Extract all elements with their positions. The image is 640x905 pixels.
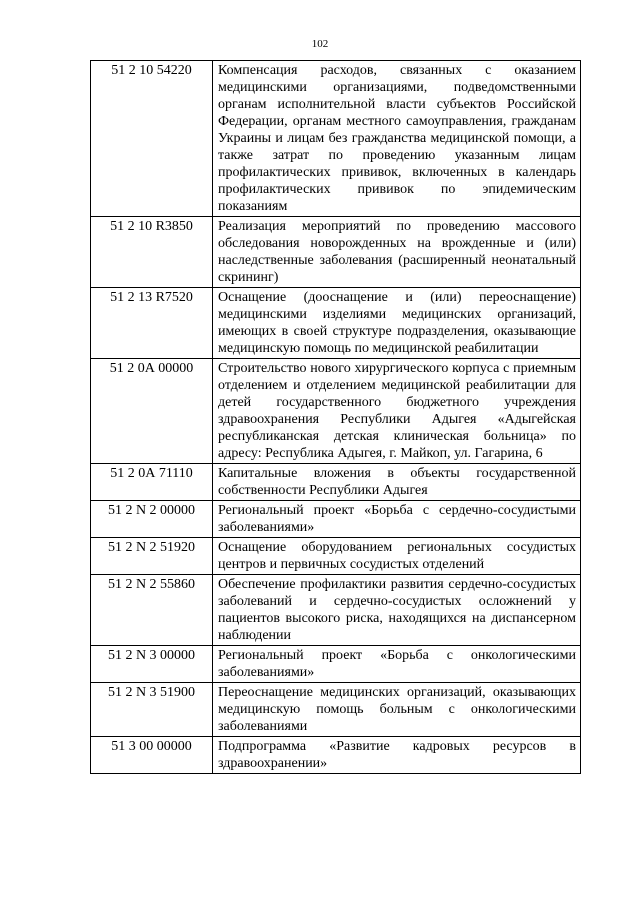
table-row (91, 646, 581, 683)
row-description: Региональный проект «Борьба с онкологическими заболеваниями» (213, 646, 581, 683)
row-description: Региональный проект «Борьба с сердечно-сосудистыми заболеваниями» (213, 501, 581, 538)
table-row (91, 737, 581, 774)
row-description: Оснащение (дооснащение и (или) переоснащение) медицинскими изделиями медицинских организаций, имеющих в своей структуре подразделения, оказывающие медицинскую помощь по медицинской реабилитации (213, 288, 581, 359)
table-row (91, 464, 581, 501)
row-code: 51 2 0А 00000 (91, 359, 213, 464)
row-code: 51 3 00 00000 (91, 737, 213, 774)
row-description: Подпрограмма «Развитие кадровых ресурсов в здравоохранении» (213, 737, 581, 774)
row-code: 51 2 N 2 00000 (91, 501, 213, 538)
table-row (91, 217, 581, 288)
row-code: 51 2 10 R3850 (91, 217, 213, 288)
table-row (91, 359, 581, 464)
row-code: 51 2 N 2 51920 (91, 538, 213, 575)
row-code: 51 2 0А 71110 (91, 464, 213, 501)
row-code: 51 2 N 3 00000 (91, 646, 213, 683)
row-description: Реализация мероприятий по проведению массового обследования новорожденных на врожденные и (или) наследственные заболевания (расширенный неонатальный скрининг) (213, 217, 581, 288)
budget-classification-table (90, 60, 581, 774)
table-row (91, 288, 581, 359)
table-row (91, 501, 581, 538)
table-row (91, 575, 581, 646)
table-row (91, 61, 581, 217)
row-description: Компенсация расходов, связанных с оказанием медицинскими организациями, подведомственными органам исполнительной власти субъектов Российской Федерации, органам местного самоуправления, гражданам Украины и лицам без гражданства медицинской помощи, а также затрат по проведению указанным лицам профилактических прививок, включенных в календарь профилактических прививок по эпидемическим показаниям (213, 61, 581, 217)
row-code: 51 2 N 2 55860 (91, 575, 213, 646)
row-description: Строительство нового хирургического корпуса с приемным отделением и отделением медицинской реабилитации для детей государственного бюджетного учреждения здравоохранения Республики Адыгея «Адыгейская республиканская детская клиническая больница» по адресу: Республика Адыгея, г. Майкоп, ул. Гагарина, 6 (213, 359, 581, 464)
page-number: 102 (311, 38, 329, 50)
table-row (91, 683, 581, 737)
row-code: 51 2 13 R7520 (91, 288, 213, 359)
row-description: Оснащение оборудованием региональных сосудистых центров и первичных сосудистых отделений (213, 538, 581, 575)
table-row (91, 538, 581, 575)
row-code: 51 2 10 54220 (91, 61, 213, 217)
row-description: Обеспечение профилактики развития сердечно-сосудистых заболеваний и сердечно-сосудистых осложнений у пациентов высокого риска, находящихся на диспансерном наблюдении (213, 575, 581, 646)
row-description: Переоснащение медицинских организаций, оказывающих медицинскую помощь больным с онкологическими заболеваниями (213, 683, 581, 737)
row-description: Капитальные вложения в объекты государственной собственности Республики Адыгея (213, 464, 581, 501)
row-code: 51 2 N 3 51900 (91, 683, 213, 737)
